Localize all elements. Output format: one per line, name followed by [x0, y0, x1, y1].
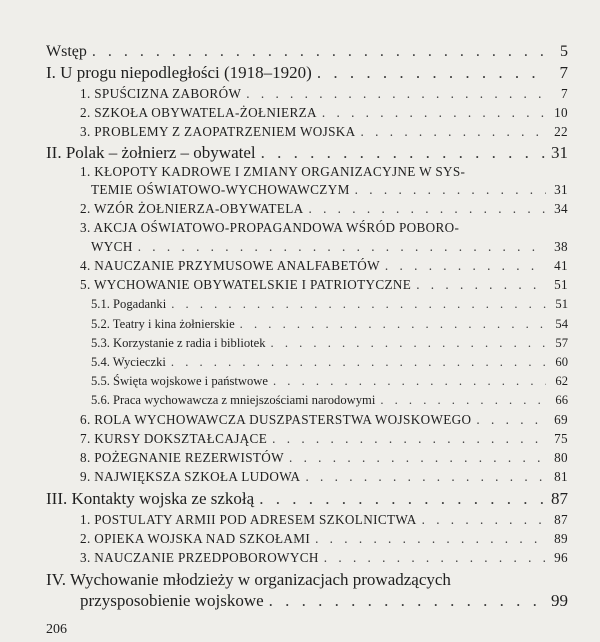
toc-entry-2-1[interactable]	[91, 183, 568, 196]
dot-leader	[289, 451, 546, 464]
toc-page-number: 81	[554, 469, 568, 484]
toc-entry-title: przysposobienie wojskowe	[80, 591, 264, 610]
toc-entry-1-2[interactable]	[80, 106, 568, 119]
dot-leader	[315, 532, 546, 545]
toc-entry-2-5-2[interactable]	[91, 318, 568, 331]
dot-leader	[355, 183, 546, 196]
toc-entry-3-3[interactable]	[80, 551, 568, 564]
toc-entry-title: 5.6. Praca wychowawcza z mniejszościami narodowymi	[91, 393, 376, 407]
toc-page-number: 69	[554, 412, 568, 427]
dot-leader	[171, 356, 546, 369]
toc-entry-title: 5.4. Wycieczki	[91, 355, 166, 369]
toc-entry-1-3[interactable]	[80, 125, 568, 138]
dot-leader	[385, 259, 546, 272]
toc-page-number: 41	[554, 258, 568, 273]
toc-entry-title: 9. NAJWIĘKSZA SZKOŁA LUDOWA	[80, 469, 301, 484]
toc-part-4-line1[interactable]: IV. Wychowanie młodzieży w organizacjach prowadzących	[46, 570, 451, 589]
dot-leader	[476, 413, 546, 426]
toc-page-number: 51	[554, 277, 568, 292]
dot-leader	[171, 298, 546, 311]
toc-page-number: 31	[551, 143, 568, 162]
toc-page-number: 96	[554, 550, 568, 565]
toc-entry-title: 1. SPUŚCIZNA ZABORÓW	[80, 86, 242, 101]
toc-entry-title: 4. NAUCZANIE PRZYMUSOWE ANALFABETÓW	[80, 258, 380, 273]
toc-entry-title: 3. PROBLEMY Z ZAOPATRZENIEM WOJSKA	[80, 124, 356, 139]
toc-entry-2-3-line1[interactable]: 3. AKCJA OŚWIATOWO-PROPAGANDOWA WŚRÓD POBORO-	[80, 220, 460, 235]
toc-entry-3-2[interactable]	[80, 532, 568, 545]
toc-entry-title: 8. POŻEGNANIE REZERWISTÓW	[80, 450, 284, 465]
toc-entry-title: 5.2. Teatry i kina żołnierskie	[91, 317, 235, 331]
toc-entry-2-7[interactable]	[80, 432, 568, 445]
dot-leader	[317, 64, 546, 81]
toc-entry-title: 1. POSTULATY ARMII POD ADRESEM SZKOLNICTWA	[80, 512, 417, 527]
toc-entry-1-1[interactable]	[80, 87, 568, 100]
toc-page-number: 75	[554, 431, 568, 446]
dot-leader	[305, 470, 546, 483]
toc-entry-title: 2. WZÓR ŻOŁNIERZA-OBYWATELA	[80, 201, 304, 216]
toc-entry-2-5-6[interactable]	[91, 394, 568, 407]
toc-page-number: 87	[551, 489, 568, 508]
toc-page-number: 60	[555, 355, 568, 369]
toc-entry-2-4[interactable]	[80, 259, 568, 272]
toc-entry-2-2[interactable]	[80, 202, 568, 215]
toc-page-number: 7	[561, 86, 568, 101]
toc-entry-title: III. Kontakty wojska ze szkołą	[46, 489, 255, 508]
toc-entry-3-1[interactable]	[80, 513, 568, 526]
toc-entry-title: 6. ROLA WYCHOWAWCZA DUSZPASTERSTWA WOJSKOWEGO	[80, 412, 472, 427]
toc-entry-title: 2. OPIEKA WOJSKA NAD SZKOŁAMI	[80, 531, 311, 546]
footer-page-number: 206	[46, 622, 67, 637]
toc-entry-title: TEMIE OŚWIATOWO-WYCHOWAWCZYM	[91, 182, 350, 197]
toc-page-number: 22	[554, 124, 568, 139]
toc-entry-2-8[interactable]	[80, 451, 568, 464]
toc-part-3[interactable]	[46, 490, 568, 507]
toc-page-number: 7	[559, 63, 568, 82]
dot-leader	[272, 432, 546, 445]
toc-entry-2-6[interactable]	[80, 413, 568, 426]
toc-page-number: 51	[555, 297, 568, 311]
dot-leader	[246, 87, 546, 100]
toc-entry-title: 2. SZKOŁA OBYWATELA-ŻOŁNIERZA	[80, 105, 317, 120]
toc-page-number: 62	[555, 374, 568, 388]
dot-leader	[271, 337, 546, 350]
dot-leader	[138, 240, 546, 253]
toc-page-number: 87	[554, 512, 568, 527]
toc-page-number: 66	[555, 393, 568, 407]
toc-entry-2-9[interactable]	[80, 470, 568, 483]
toc-entry-title: Wstęp	[46, 43, 87, 60]
dot-leader	[269, 592, 546, 609]
toc-part-2[interactable]	[46, 144, 568, 161]
toc-page-number: 54	[555, 317, 568, 331]
toc-page-number: 89	[554, 531, 568, 546]
toc-page-number: 57	[555, 336, 568, 350]
dot-leader	[240, 318, 546, 331]
toc-entry-2-5[interactable]	[80, 278, 568, 291]
toc-entry-title: 5. WYCHOWANIE OBYWATELSKIE I PATRIOTYCZNE	[80, 277, 412, 292]
toc-page-number: 5	[560, 43, 568, 60]
toc-entry-title: 5.5. Święta wojskowe i państwowe	[91, 374, 268, 388]
dot-leader	[259, 490, 546, 507]
dot-leader	[361, 125, 546, 138]
dot-leader	[380, 394, 546, 407]
dot-leader	[422, 513, 546, 526]
toc-part-4[interactable]	[80, 592, 568, 609]
toc-entry-2-5-5[interactable]	[91, 375, 568, 388]
dot-leader	[261, 144, 546, 161]
toc-entry-2-5-3[interactable]	[91, 337, 568, 350]
toc-entry-title: 7. KURSY DOKSZTAŁCAJĄCE	[80, 431, 268, 446]
toc-entry-title: WYCH	[91, 239, 133, 254]
dot-leader	[416, 278, 546, 291]
toc-entry-intro[interactable]	[46, 44, 568, 60]
toc-entry-2-1-line1[interactable]: 1. KŁOPOTY KADROWE I ZMIANY ORGANIZACYJNE W SYS-	[80, 164, 466, 179]
dot-leader	[92, 44, 546, 60]
toc-entry-title: 5.3. Korzystanie z radia i bibliotek	[91, 336, 266, 350]
toc-entry-title: II. Polak – żołnierz – obywatel	[46, 143, 256, 162]
dot-leader	[324, 551, 546, 564]
toc-entry-2-5-1[interactable]	[91, 298, 568, 311]
toc-part-1[interactable]	[46, 64, 568, 81]
toc-entry-2-3[interactable]	[91, 240, 568, 253]
toc-entry-title: 3. NAUCZANIE PRZEDPOBOROWYCH	[80, 550, 319, 565]
toc-page-number: 38	[554, 239, 568, 254]
toc-page-number: 10	[554, 105, 568, 120]
toc-page-number: 99	[551, 591, 568, 610]
toc-page-number: 31	[554, 182, 568, 197]
dot-leader	[273, 375, 546, 388]
toc-page-number: 80	[554, 450, 568, 465]
dot-leader	[308, 202, 546, 215]
dot-leader	[322, 106, 546, 119]
toc-entry-title: 5.1. Pogadanki	[91, 297, 167, 311]
toc-entry-title: I. U progu niepodległości (1918–1920)	[46, 63, 312, 82]
toc-entry-2-5-4[interactable]	[91, 356, 568, 369]
toc-page-number: 34	[554, 201, 568, 216]
